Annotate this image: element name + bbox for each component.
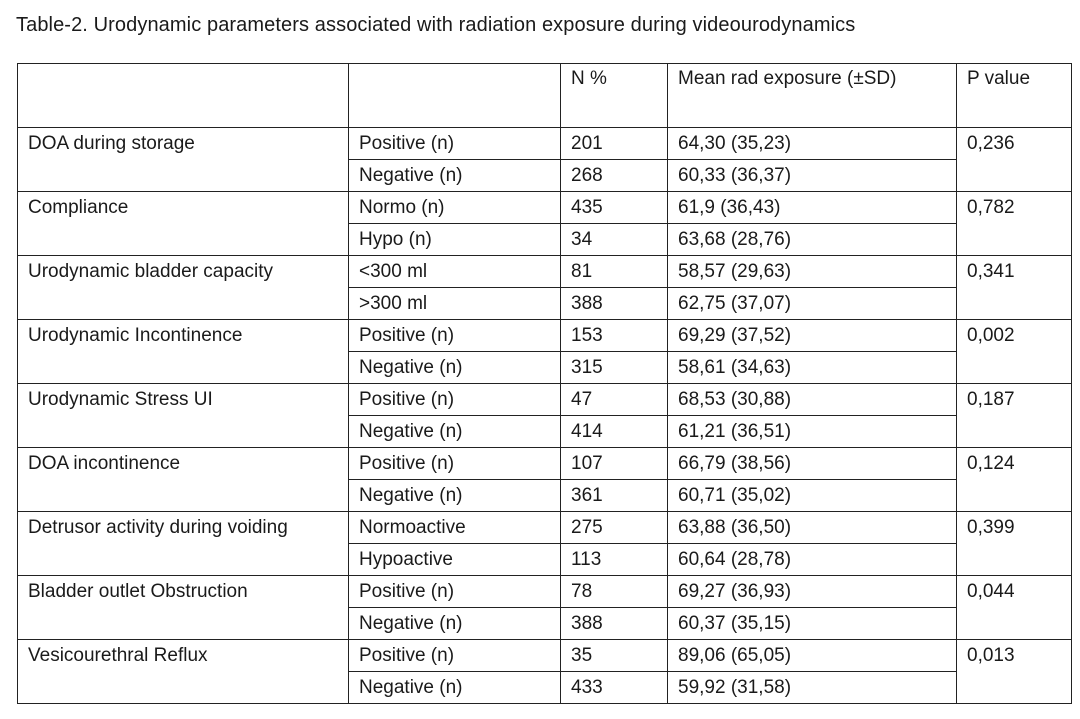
group-label-cell: Positive (n) [349, 128, 561, 160]
group-label-cell: Normoactive [349, 512, 561, 544]
mean-exposure-cell: 62,75 (37,07) [668, 288, 957, 320]
n-cell: 435 [561, 192, 668, 224]
header-cell-n: N % [561, 64, 668, 128]
mean-exposure-cell: 60,37 (35,15) [668, 608, 957, 640]
mean-exposure-cell: 60,33 (36,37) [668, 160, 957, 192]
parameter-cell: Detrusor activity during voiding [18, 512, 349, 576]
parameter-cell: Vesicourethral Reflux [18, 640, 349, 704]
p-value-cell: 0,044 [957, 576, 1072, 640]
n-cell: 107 [561, 448, 668, 480]
group-label-cell: Negative (n) [349, 480, 561, 512]
group-label-cell: Positive (n) [349, 320, 561, 352]
mean-exposure-cell: 63,88 (36,50) [668, 512, 957, 544]
table-body [18, 64, 1072, 704]
n-cell: 81 [561, 256, 668, 288]
group-label-cell: <300 ml [349, 256, 561, 288]
mean-exposure-cell: 58,61 (34,63) [668, 352, 957, 384]
mean-exposure-cell: 64,30 (35,23) [668, 128, 957, 160]
n-cell: 113 [561, 544, 668, 576]
parameter-cell: Bladder outlet Obstruction [18, 576, 349, 640]
table-row [18, 576, 1072, 608]
mean-exposure-cell: 69,27 (36,93) [668, 576, 957, 608]
group-label-cell: Hypo (n) [349, 224, 561, 256]
table-row [18, 384, 1072, 416]
parameter-cell: Compliance [18, 192, 349, 256]
parameter-cell: Urodynamic Incontinence [18, 320, 349, 384]
n-cell: 34 [561, 224, 668, 256]
p-value-cell: 0,124 [957, 448, 1072, 512]
header-row [18, 64, 1072, 128]
group-label-cell: Positive (n) [349, 448, 561, 480]
group-label-cell: Negative (n) [349, 608, 561, 640]
group-label-cell: Hypoactive [349, 544, 561, 576]
mean-exposure-cell: 60,64 (28,78) [668, 544, 957, 576]
table-row [18, 192, 1072, 224]
parameter-cell: DOA incontinence [18, 448, 349, 512]
n-cell: 361 [561, 480, 668, 512]
parameter-cell: Urodynamic Stress UI [18, 384, 349, 448]
mean-exposure-cell: 63,68 (28,76) [668, 224, 957, 256]
p-value-cell: 0,341 [957, 256, 1072, 320]
n-cell: 78 [561, 576, 668, 608]
urodynamic-parameters-table [17, 63, 1072, 704]
p-value-cell: 0,187 [957, 384, 1072, 448]
table-row [18, 256, 1072, 288]
n-cell: 35 [561, 640, 668, 672]
mean-exposure-cell: 89,06 (65,05) [668, 640, 957, 672]
table-caption: Table-2. Urodynamic parameters associated with radiation exposure during videourodynamics [16, 14, 856, 36]
p-value-cell: 0,002 [957, 320, 1072, 384]
header-cell-pvalue: P value [957, 64, 1072, 128]
p-value-cell: 0,236 [957, 128, 1072, 192]
n-cell: 433 [561, 672, 668, 704]
mean-exposure-cell: 59,92 (31,58) [668, 672, 957, 704]
table-row [18, 320, 1072, 352]
header-cell-group [349, 64, 561, 128]
n-cell: 315 [561, 352, 668, 384]
mean-exposure-cell: 58,57 (29,63) [668, 256, 957, 288]
n-cell: 47 [561, 384, 668, 416]
group-label-cell: Positive (n) [349, 576, 561, 608]
mean-exposure-cell: 68,53 (30,88) [668, 384, 957, 416]
group-label-cell: Negative (n) [349, 672, 561, 704]
mean-exposure-cell: 66,79 (38,56) [668, 448, 957, 480]
p-value-cell: 0,782 [957, 192, 1072, 256]
parameter-cell: DOA during storage [18, 128, 349, 192]
mean-exposure-cell: 69,29 (37,52) [668, 320, 957, 352]
parameter-cell: Urodynamic bladder capacity [18, 256, 349, 320]
n-cell: 388 [561, 608, 668, 640]
n-cell: 268 [561, 160, 668, 192]
group-label-cell: Normo (n) [349, 192, 561, 224]
p-value-cell: 0,399 [957, 512, 1072, 576]
table-row [18, 448, 1072, 480]
table-row [18, 512, 1072, 544]
group-label-cell: Negative (n) [349, 352, 561, 384]
n-cell: 275 [561, 512, 668, 544]
n-cell: 201 [561, 128, 668, 160]
group-label-cell: Positive (n) [349, 640, 561, 672]
group-label-cell: Positive (n) [349, 384, 561, 416]
group-label-cell: Negative (n) [349, 416, 561, 448]
group-label-cell: >300 ml [349, 288, 561, 320]
header-cell-mean: Mean rad exposure (±SD) [668, 64, 957, 128]
mean-exposure-cell: 60,71 (35,02) [668, 480, 957, 512]
n-cell: 414 [561, 416, 668, 448]
n-cell: 388 [561, 288, 668, 320]
group-label-cell: Negative (n) [349, 160, 561, 192]
n-cell: 153 [561, 320, 668, 352]
mean-exposure-cell: 61,21 (36,51) [668, 416, 957, 448]
mean-exposure-cell: 61,9 (36,43) [668, 192, 957, 224]
table-row [18, 640, 1072, 672]
table-row [18, 128, 1072, 160]
p-value-cell: 0,013 [957, 640, 1072, 704]
header-cell-parameter [18, 64, 349, 128]
